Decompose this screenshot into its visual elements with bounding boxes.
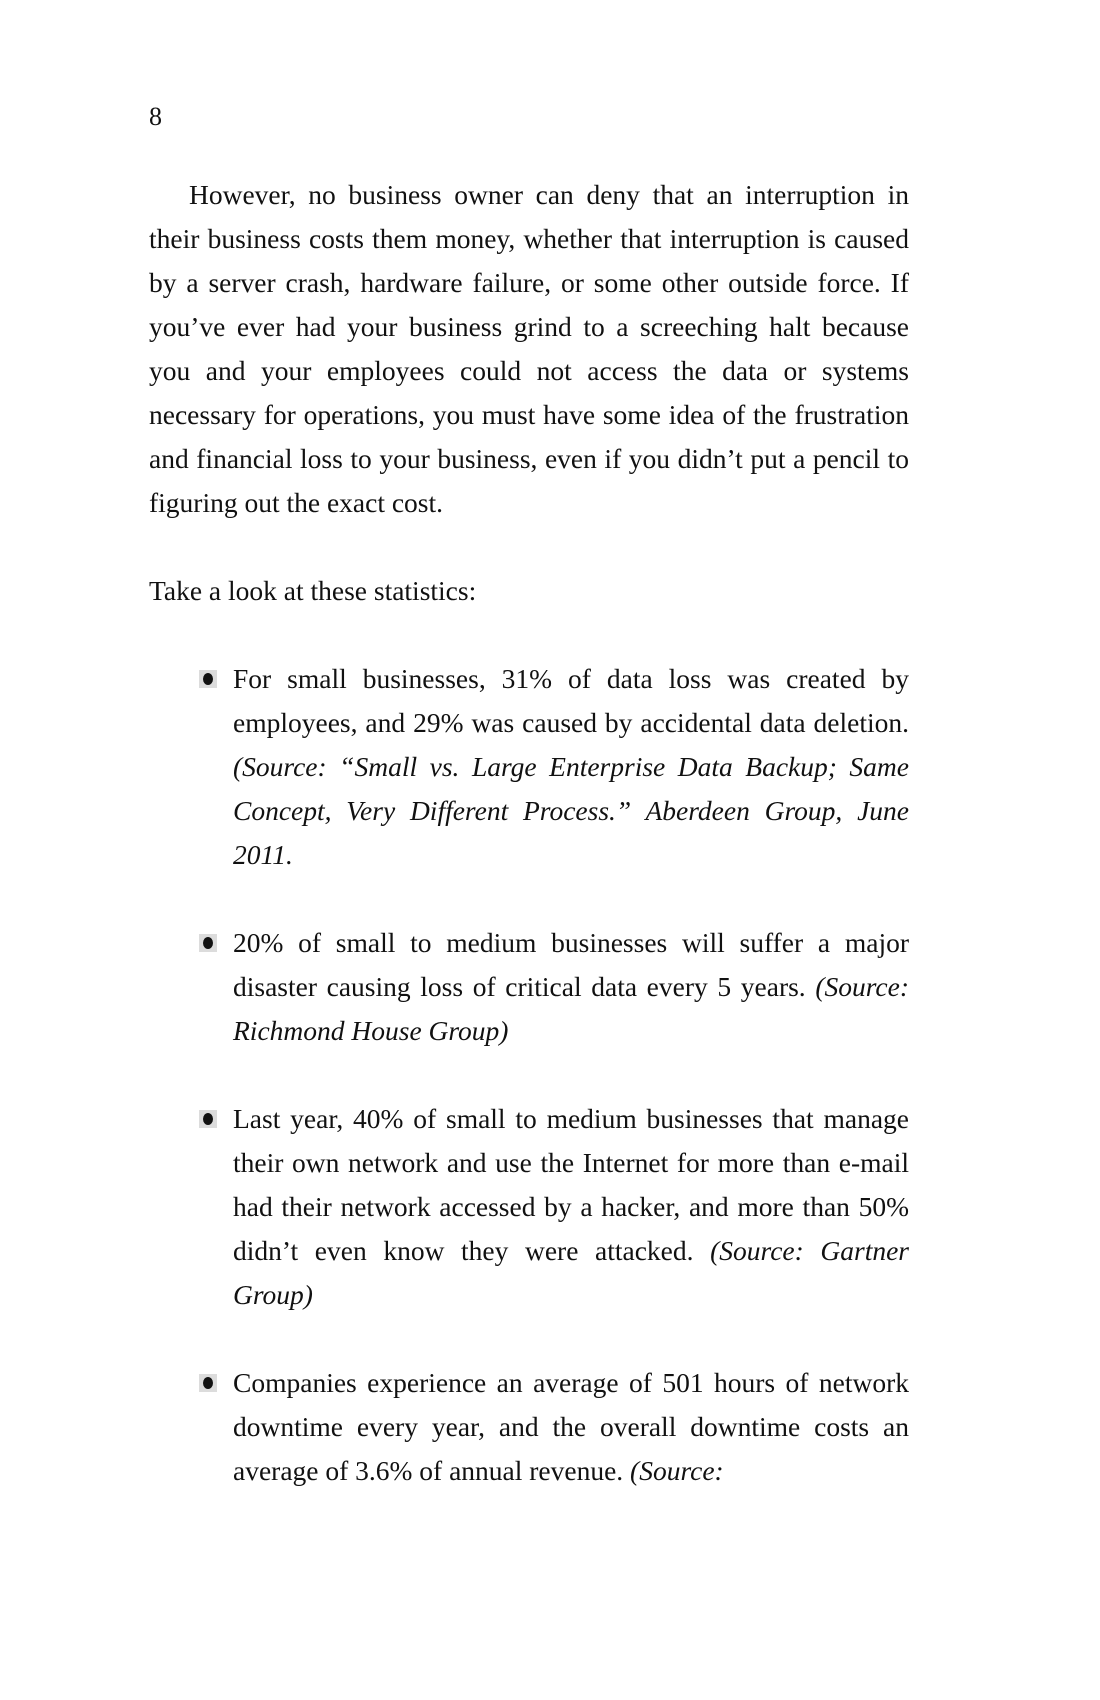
statistic-source: (Source: Richmond House Group) — [233, 971, 909, 1046]
page-body — [149, 173, 909, 1493]
page-number: 8 — [149, 102, 162, 131]
bullet-icon — [199, 1374, 217, 1392]
list-item — [233, 657, 909, 877]
statistics-lead-in: Take a look at these statistics: — [149, 575, 477, 606]
statistic-source: (Source: Gartner Group) — [233, 1235, 910, 1310]
list-item — [233, 1097, 909, 1317]
statistic-text: For small businesses, 31% of data loss was created by employees, and 29% was caused by accidental data deletion. — [233, 663, 909, 738]
bullet-icon — [199, 670, 217, 688]
intro-paragraph: However, no business owner can deny that an interruption in their business costs them money, whether that interruption is caused by a server crash, hardware failure, or some other outside force. If you’ve ever had your business grind to a screeching halt because you and your employees could not access the data or systems necessary for operations, you must have some idea of the frustration and financial loss to your business, even if you didn’t put a pencil to figuring out the exact cost. — [149, 179, 909, 518]
list-item — [233, 921, 909, 1053]
statistics-list — [149, 657, 909, 1493]
bullet-icon — [199, 1110, 217, 1128]
list-item — [233, 1361, 909, 1493]
statistic-source: (Source: — [630, 1455, 724, 1486]
statistic-text: Last year, 40% of small to medium businesses that manage their own network and use the Internet for more than e-mail had their network accessed by a hacker, and more than 50% didn’t even know they were attacked. — [233, 1103, 909, 1266]
bullet-icon — [199, 934, 217, 952]
statistic-text: 20% of small to medium businesses will suffer a major disaster causing loss of critical data every 5 years. — [233, 927, 909, 1002]
statistic-source: (Source: “Small vs. Large Enterprise Data Backup; Same Concept, Very Different Process.” Aberdeen Group, June 2011. — [233, 751, 909, 870]
statistic-text: Companies experience an average of 501 hours of network downtime every year, and the overall downtime costs an average of 3.6% of annual revenue. — [233, 1367, 909, 1486]
